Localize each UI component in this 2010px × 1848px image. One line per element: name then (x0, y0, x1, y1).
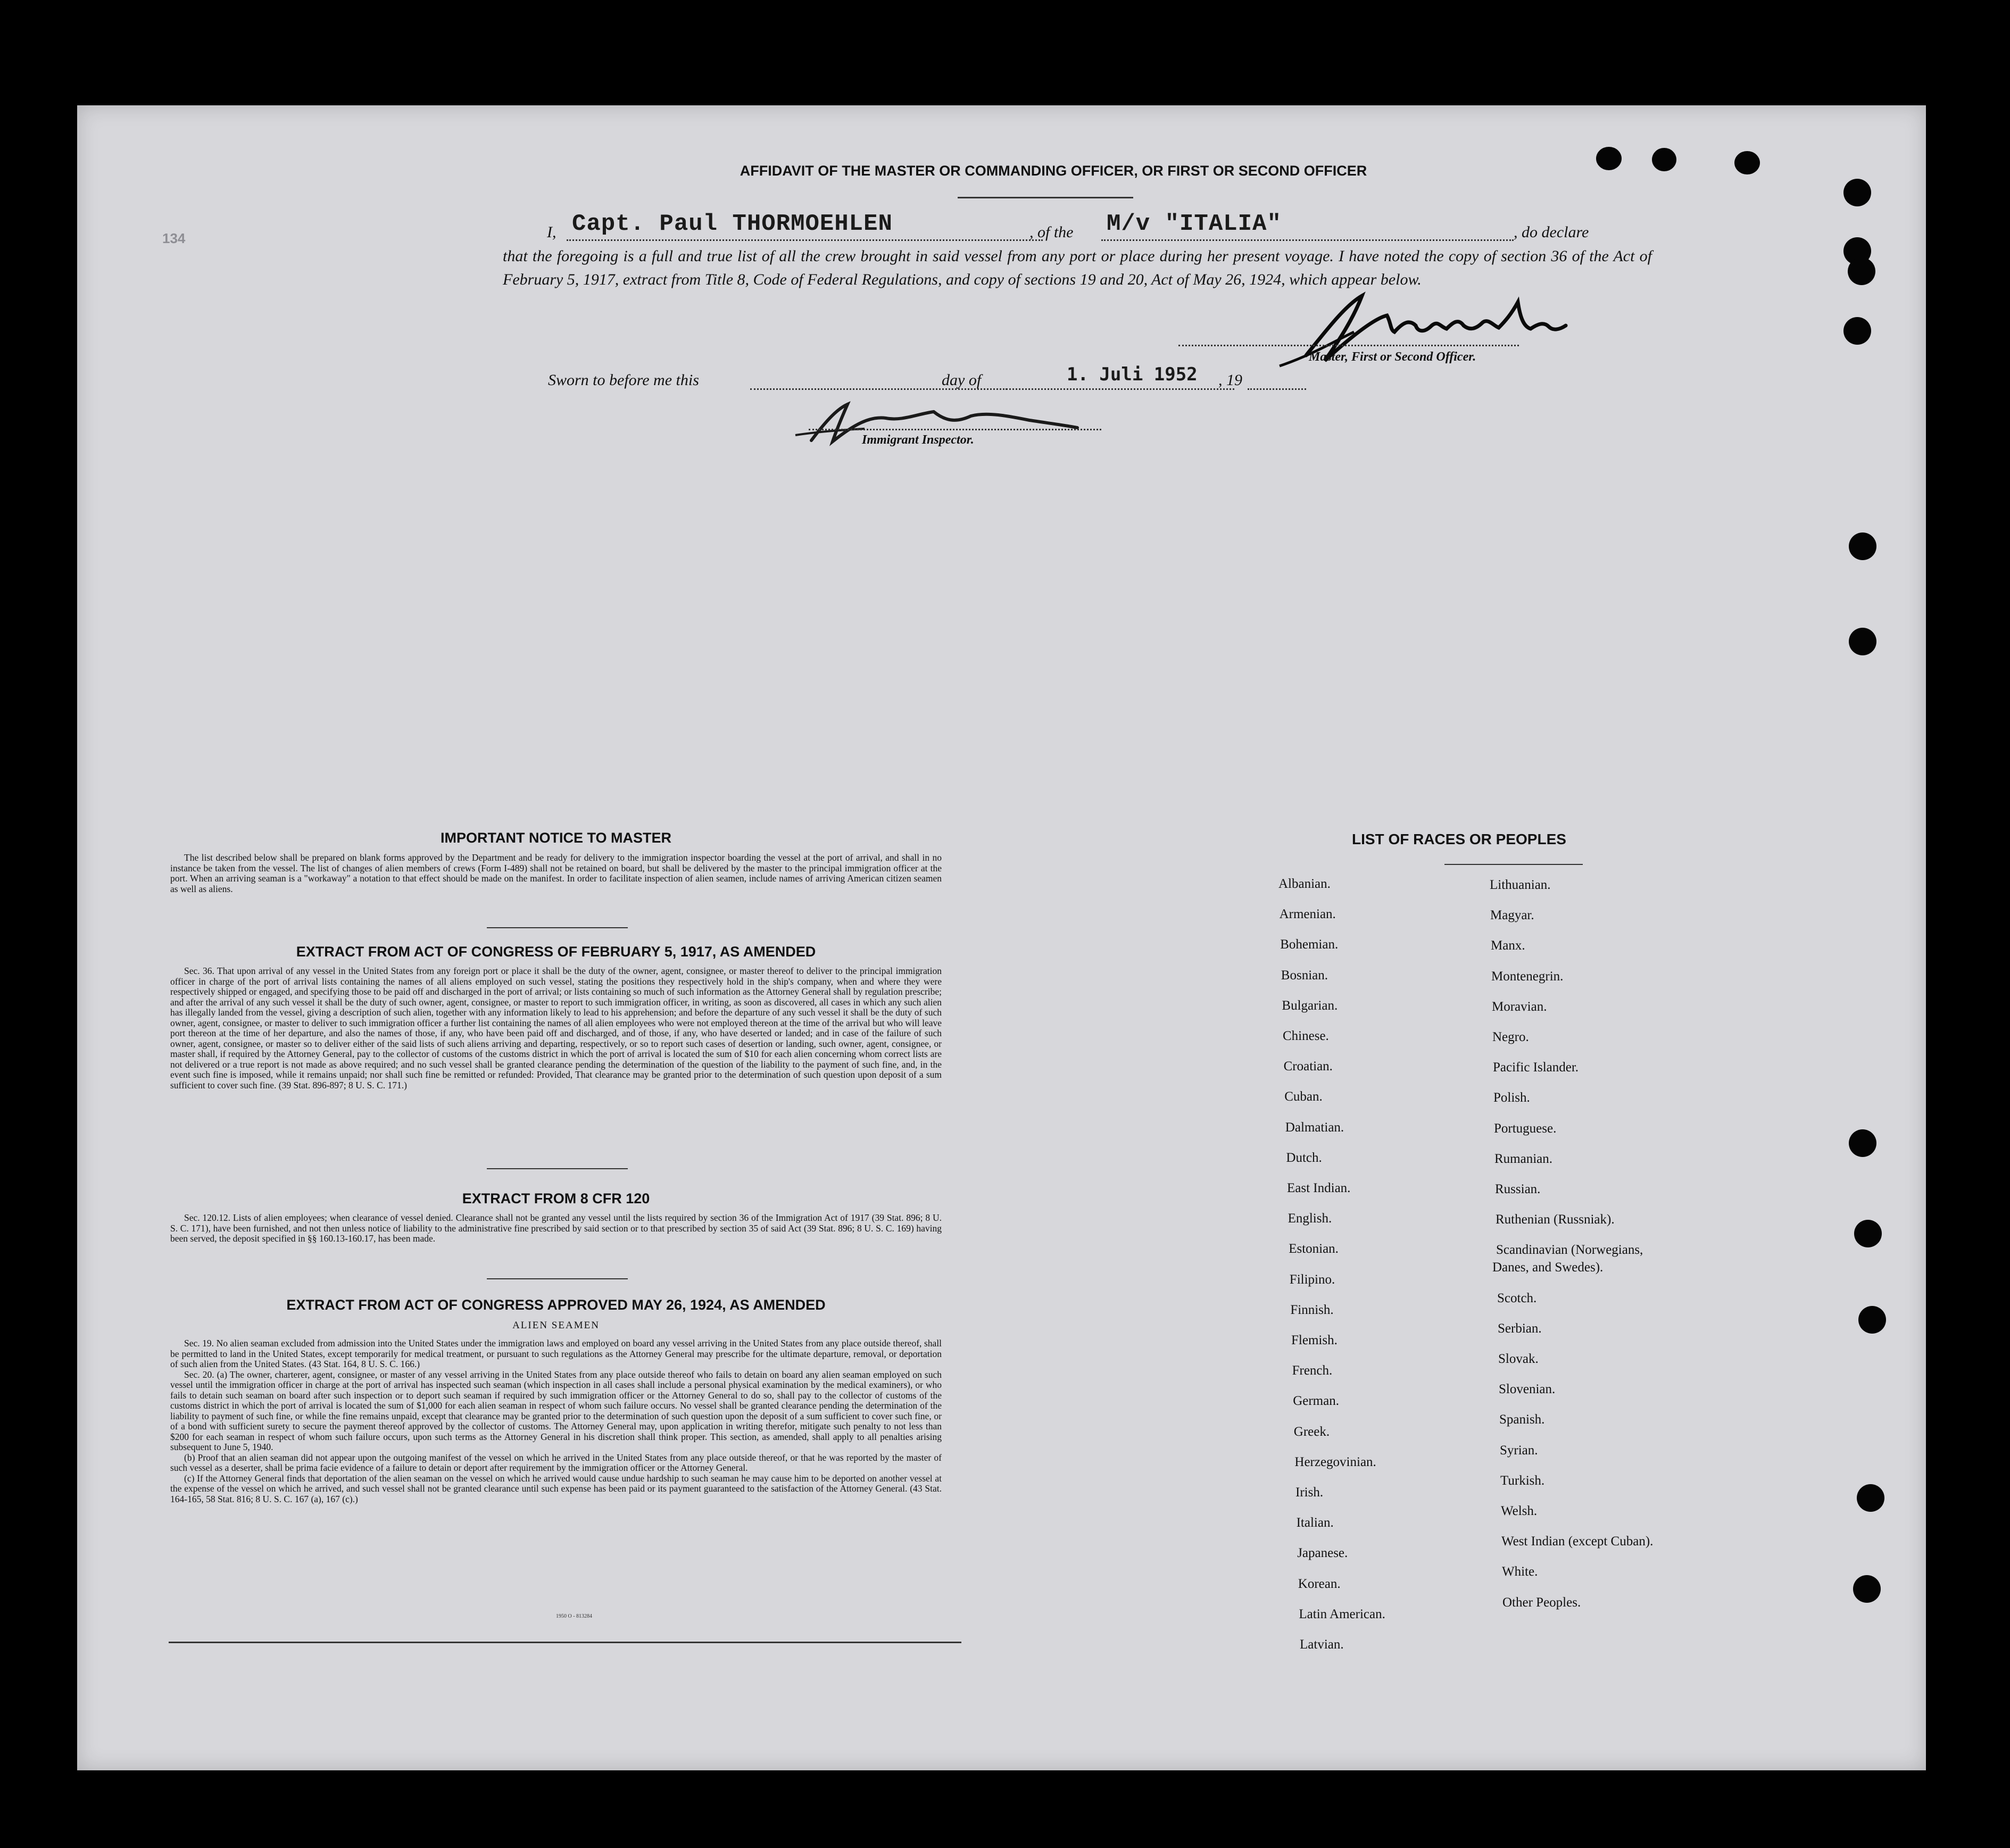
sec20b-text: (b) Proof that an alien seaman did not appear upon the outgoing manifest of the vessel on which he arrived in the United States from any place outside thereof, or that he was reported by the master of such vessel as a deserter, shall be prima facie evidence of a failure to detain or deport after requirement by the immigration officer or the Attorney General. (170, 1452, 942, 1473)
punch-hole (1843, 317, 1871, 345)
master-name: Capt. Paul THORMOEHLEN (572, 211, 893, 237)
race-item: Korean. (1298, 1576, 1341, 1591)
race-item: Croatian. (1283, 1059, 1333, 1074)
race-item: Cuban. (1284, 1089, 1323, 1104)
race-item: West Indian (except Cuban). (1501, 1534, 1654, 1549)
do-declare-label: , do declare (1514, 223, 1589, 241)
punch-hole (1734, 151, 1760, 174)
race-item: German. (1293, 1394, 1339, 1409)
race-item: Flemish. (1291, 1333, 1338, 1347)
race-item: Portuguese. (1494, 1121, 1557, 1136)
race-item: Armenian. (1279, 907, 1336, 922)
race-item: Russian. (1495, 1182, 1541, 1196)
race-item: Montenegrin. (1491, 969, 1564, 984)
race-item: Irish. (1295, 1485, 1324, 1500)
punch-hole (1848, 257, 1875, 285)
bottom-rule (169, 1642, 961, 1643)
race-item: Finnish. (1290, 1302, 1334, 1317)
vessel-line (1101, 239, 1514, 241)
sworn-label: Sworn to before me this (548, 371, 699, 389)
race-item: Slovenian. (1499, 1382, 1556, 1397)
race-item: Manx. (1491, 938, 1525, 953)
date-stamp: 1. Juli 1952 (1067, 364, 1198, 385)
extract-cfr-title: EXTRACT FROM 8 CFR 120 (462, 1191, 650, 1206)
race-item: Syrian. (1500, 1443, 1538, 1458)
page-number: 134 (162, 230, 186, 246)
race-item: Greek. (1293, 1424, 1330, 1439)
affidavit-i: I, (547, 223, 557, 241)
print-code: 1950 O - 813284 (556, 1613, 593, 1619)
punch-hole (1857, 1484, 1884, 1512)
race-item: English. (1288, 1211, 1332, 1226)
race-item: Serbian. (1498, 1321, 1542, 1336)
inspector-caption: Immigrant Inspector. (862, 433, 974, 447)
extract-1917-text: Sec. 36. That upon arrival of any vessel in the United States from any foreign port or place it shall be the duty of the owner, agent, consignee, or master thereof to deliver to the principal immigration officer in charge of the port of arrival lists containing the names of all aliens employed on such vessel, stating the positions they respectively hold in the ship's company, when and where they were respectively shipped or engaged, and specifying those to be paid off and discharged in the port of arrival; or lists containing so much of such information as the Attorney General shall by regulation prescribe; and after the arrival of any such vessel it shall be the duty of such owner, agent, consignee, or master to report to such immigration officer, in writing, as soon as discovered, all cases in which any such alien has illegally landed from the vessel, giving a description of such alien, together with any information likely to lead to his apprehension; and before the departure of any such vessel it shall be the duty of such owner, agent, consignee, or master to deliver to such immigration officer a further list containing the names of all alien employees who were not employed thereon at the time of the arrival but who will leave port thereon at the time of her departure, and also the names of those, if any, who have been paid off and discharged, and of those, if any, who have deserted or landed; and in case of the failure of such owner, agent, consignee, or master so to deliver either of the said lists of such aliens arriving and departing, respectively, or so to report such cases of desertion or landing, such owner, agent, consignee, or master shall, if required by the Attorney General, pay to the collector of customs of the customs district in which the port of arrival is located the sum of $10 for each alien concerning whom correct lists are not delivered or a true report is not made as above required; and no such vessel shall be granted clearance pending the determination of the question of the liability to the payment of such fine, and, in the event such fine is imposed, while it remains unpaid; nor shall such fine be remitted or refunded: Provided, That clearance may be granted prior to the determination of such question upon deposit of a sum sufficient to cover such fine. (39 Stat. 896-897; 8 U. S. C. 171.) (170, 965, 942, 1091)
race-item: Latin American. (1299, 1606, 1385, 1621)
races-title: LIST OF RACES OR PEOPLES (1352, 831, 1566, 847)
year-prefix: , 19 (1218, 371, 1242, 389)
race-item: Italian. (1296, 1516, 1334, 1530)
race-item: Albanian. (1278, 877, 1331, 891)
extract-1917-title: EXTRACT FROM ACT OF CONGRESS OF FEBRUARY 5, 1917, AS AMENDED (296, 944, 816, 960)
punch-hole (1849, 532, 1876, 560)
race-item: Bohemian. (1280, 937, 1339, 952)
notice-divider (487, 927, 628, 928)
race-item: Slovak. (1498, 1352, 1539, 1366)
punch-hole (1843, 179, 1871, 206)
year-line (1248, 388, 1306, 390)
race-item: Lithuanian. (1490, 878, 1551, 892)
punch-hole (1849, 628, 1876, 655)
punch-hole (1858, 1306, 1886, 1334)
extract-1924-title: EXTRACT FROM ACT OF CONGRESS APPROVED MAY 26, 1924, AS AMENDED (286, 1297, 826, 1313)
affidavit-title: AFFIDAVIT OF THE MASTER OR COMMANDING OFFICER, OR FIRST OR SECOND OFFICER (740, 163, 1367, 179)
race-item: Negro. (1492, 1030, 1529, 1044)
master-signature-line (1178, 345, 1519, 346)
race-item: Japanese. (1297, 1546, 1348, 1561)
day-of-label: day of (942, 371, 982, 389)
race-item: Polish. (1493, 1091, 1530, 1105)
master-caption: Master, First or Second Officer. (1309, 350, 1476, 364)
race-item: East Indian. (1287, 1181, 1351, 1195)
race-item: French. (1292, 1363, 1333, 1378)
punch-hole (1849, 1129, 1876, 1157)
vessel-name: M/v "ITALIA" (1107, 211, 1282, 237)
race-item: Magyar. (1490, 908, 1534, 923)
race-item: Welsh. (1501, 1504, 1538, 1518)
race-item: Bulgarian. (1282, 998, 1338, 1013)
affidavit-body: that the foregoing is a full and true list of all the crew brought in said vessel from any port or place during her present voyage. I have noted the copy of section 36 of the Act of February 5, 1917, extract from Title 8, Code of Federal Regulations, and copy of sections 19 and 20, Act of May 26, 1924, which appear below. (503, 247, 1652, 288)
extract-1924-text (170, 1338, 942, 1504)
races-divider (1444, 864, 1583, 865)
race-item: Dalmatian. (1285, 1120, 1344, 1135)
punch-hole (1652, 148, 1676, 171)
race-item: Filipino. (1289, 1272, 1335, 1287)
extract-1917-divider (487, 1168, 628, 1169)
race-item: Estonian. (1289, 1242, 1339, 1256)
sec19-text: Sec. 19. No alien seaman excluded from admission into the United States under the immigration laws and employed on board any vessel arriving in the United States from any place outside thereof, shall be permitted to land in the United States, except temporarily for medical treatment, or pursuant to such regulations as the Attorney General may prescribe for the ultimate departure, removal, or deportation of such alien from the United States. (43 Stat. 164, 8 U. S. C. 166.) (170, 1338, 942, 1369)
notice-title: IMPORTANT NOTICE TO MASTER (441, 830, 671, 846)
of-the-label: , of the (1029, 223, 1074, 241)
extract-cfr-divider (487, 1278, 628, 1279)
race-item: Pacific Islander. (1493, 1060, 1579, 1075)
race-item: Turkish. (1500, 1473, 1545, 1488)
race-item: Herzegovinian. (1294, 1454, 1376, 1469)
sec20c-text: (c) If the Attorney General finds that deportation of the alien seaman on the vessel on which he arrived would cause undue hardship to such seaman he may cause him to be deported on another vessel at the expense of the vessel on which he arrived, and such vessel shall not be granted clearance until such expense has been paid or its payment guaranteed to the satisfaction of the Attorney General. (43 Stat. 164-165, 58 Stat. 816; 8 U. S. C. 167 (a), 167 (c).) (170, 1472, 942, 1504)
race-item: Scandinavian (Norwegians, (1496, 1243, 1643, 1258)
race-item: Ruthenian (Russniak). (1496, 1212, 1615, 1227)
document-page (77, 105, 1926, 1770)
race-item: Spanish. (1499, 1412, 1545, 1427)
punch-hole (1854, 1220, 1882, 1247)
punch-hole (1853, 1575, 1881, 1603)
notice-text: The list described below shall be prepared on blank forms approved by the Department and be ready for delivery to the immigration inspector boarding the vessel at the port of arrival, and shall in no instance be taken from the vessel. The list of changes of alien members of crews (Form I-489) shall not be retained on board, but shall be delivered by the master to the principal immigration officer at the port. When an arriving seaman is a "workaway" a notation to that effect should be made on the manifest. In order to facilitate inspection of alien seamen, include names of arriving American citizen seamen as well as aliens. (170, 852, 942, 894)
race-item: Scotch. (1497, 1291, 1537, 1305)
title-divider (958, 197, 1133, 198)
race-item: Moravian. (1492, 999, 1547, 1014)
name-line (567, 239, 1043, 241)
race-item: Dutch. (1286, 1150, 1322, 1165)
race-item: Chinese. (1283, 1029, 1329, 1043)
race-item: Rumanian. (1494, 1151, 1553, 1166)
extract-1924-subtitle: ALIEN SEAMEN (512, 1320, 600, 1331)
race-item: Other Peoples. (1502, 1595, 1581, 1610)
sec20a-text: Sec. 20. (a) The owner, charterer, agent, consignee, or master of any vessel arriving in the United States from any place outside thereof who fails to detain on board any alien seaman employed on such vessel until the immigration officer in charge at the port of arrival has inspected such seaman (which inspection in all cases shall include a personal physical examination by the medical examiners), or who fails to detain such seaman on board after such inspection or to deport such seaman if required by such immigration officer or the Attorney General to do so, shall pay to the collector of customs of the customs district in which the port of arrival is located the sum of $1,000 for each alien seaman in respect of whom such failure occurs. No vessel shall be granted clearance pending the determination of the liability to payment of such fine, or while the fine remains unpaid, except that clearance may be granted prior to the determination of such question upon the deposit of a sum sufficient to cover such fine, or of a bond with sufficient surety to secure the payment thereof approved by the collector of customs. The Attorney General may, upon application in writing therefor, mitigate such penalty to not less than $200 for each seaman in respect of whom such failure occurs, upon such terms as the Attorney General in his discretion shall think proper. This section, as amended, shall apply to all penalties arising subsequent to June 5, 1940. (170, 1369, 942, 1452)
extract-cfr-text: Sec. 120.12. Lists of alien employees; when clearance of vessel denied. Clearance shall not be granted any vessel until the lists required by section 36 of the Immigration Act of 1917 (39 Stat. 896; 8 U. S. C. 171), have been furnished, and not then unless notice of liability to the administrative fine prescribed by said section or to that prescribed by section 35 of said Act (39 Stat. 896; 8 U. S. C. 169) having been served, the deposit specified in §§ 160.13-160.17, has been made. (170, 1212, 942, 1244)
race-item: White. (1502, 1564, 1538, 1579)
race-item: Bosnian. (1281, 968, 1328, 983)
race-item: Latvian. (1300, 1637, 1344, 1652)
sworn-month-line (1006, 388, 1234, 390)
race-item: Danes, and Swedes). (1492, 1260, 1604, 1275)
punch-hole (1596, 147, 1622, 170)
inspector-signature-line (809, 429, 1101, 430)
